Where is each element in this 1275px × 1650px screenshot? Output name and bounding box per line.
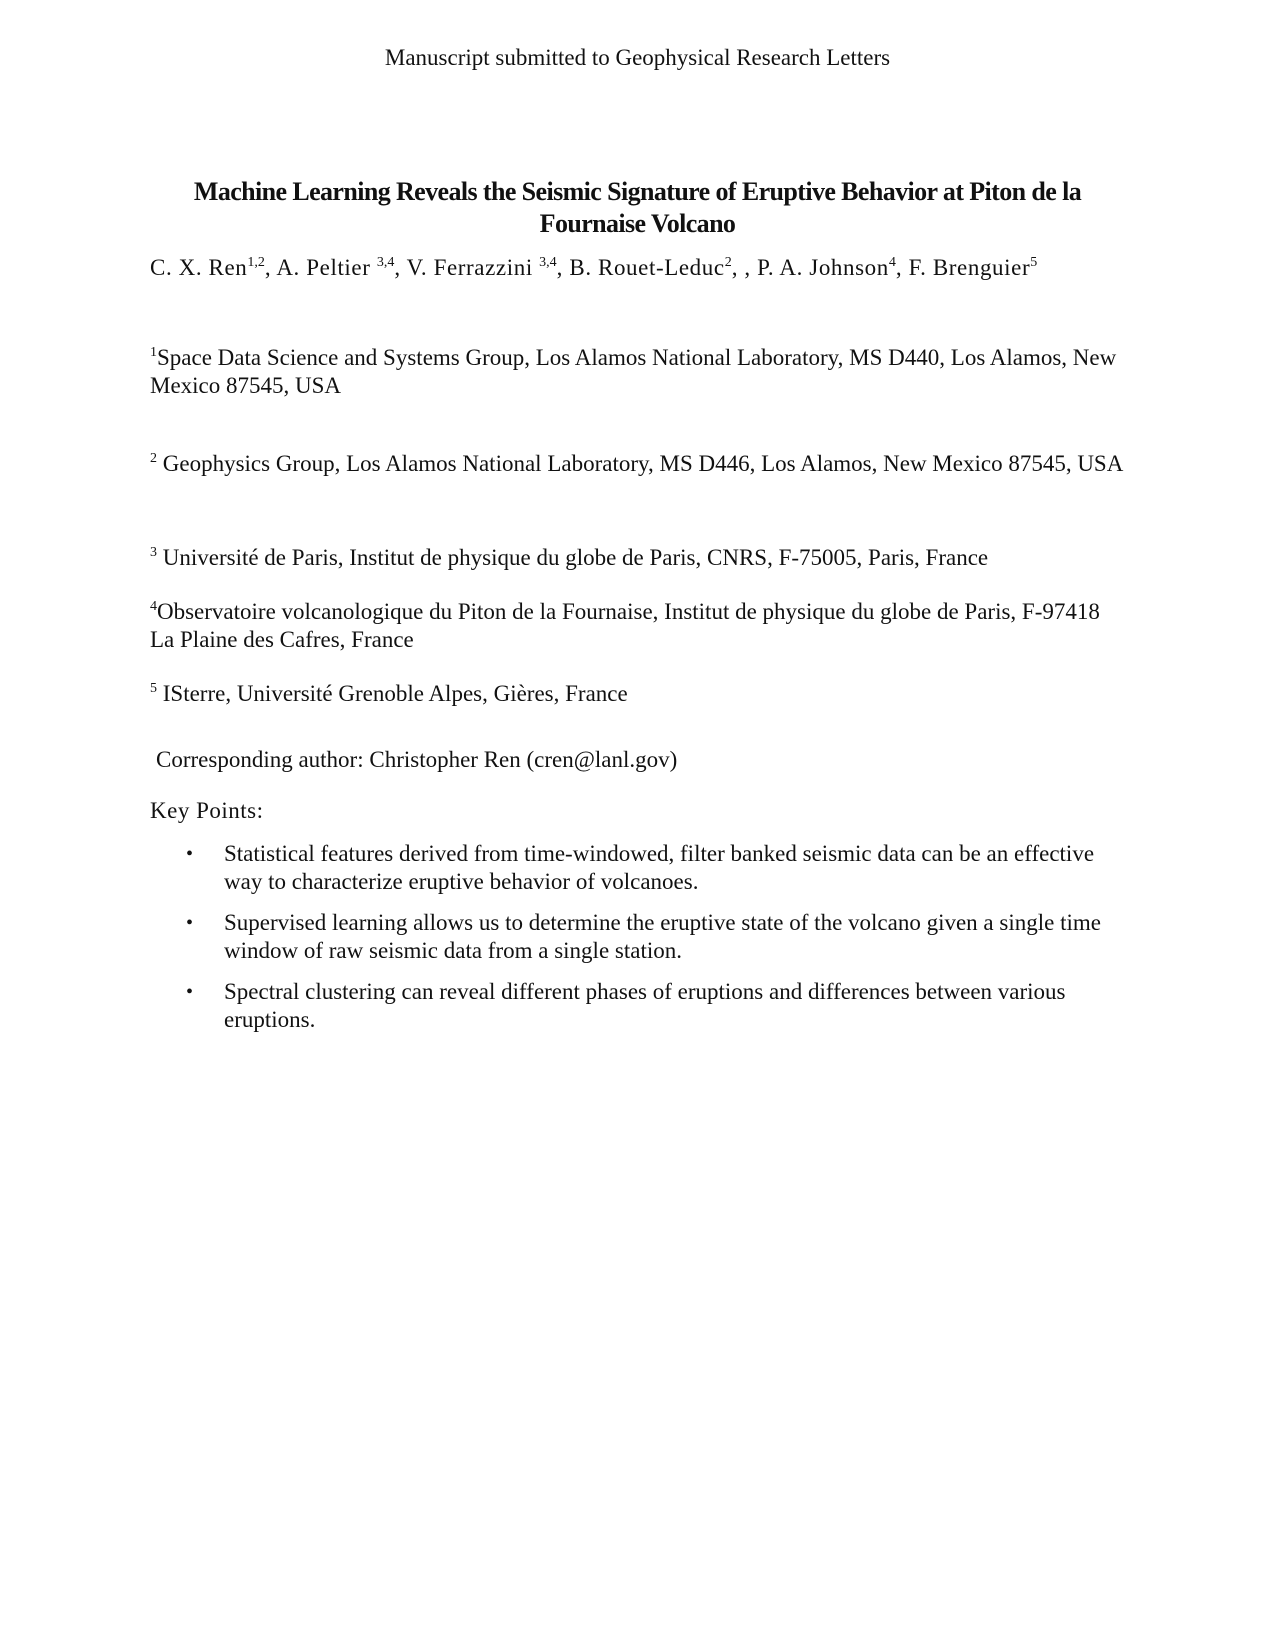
author-separator: ,	[394, 255, 407, 280]
key-point-text: Statistical features derived from time-windowed, filter banked seismic data can be an effective way to characterize eruptive behavior of volcanoes.	[224, 841, 1095, 894]
affiliation-number: 5	[150, 681, 157, 696]
author-name: V. Ferrazzini	[406, 255, 540, 280]
affiliation-1	[150, 344, 1125, 400]
affiliation-number: 4	[150, 599, 157, 614]
affiliation-number: 3	[150, 545, 157, 560]
affiliation-number: 2	[150, 451, 157, 466]
affiliation-text: Space Data Science and Systems Group, Los Alamos National Laboratory, MS D440, Los Alamos, New Mexico 87545, USA	[150, 345, 1117, 398]
author-name: A. Peltier	[276, 255, 377, 280]
affiliation-5	[150, 680, 1125, 708]
author-separator: , ,	[731, 255, 758, 280]
author-affiliation-marker: 5	[1030, 255, 1038, 270]
author-name: F. Brenguier	[908, 255, 1031, 280]
author-name: C. X. Ren	[150, 255, 248, 280]
key-points-heading: Key Points:	[150, 798, 264, 823]
author-affiliation-marker: 1,2	[247, 255, 265, 270]
key-point-text: Spectral clustering can reveal different phases of eruptions and differences between various eruptions.	[224, 979, 1066, 1032]
author-separator: ,	[264, 255, 277, 280]
bullet-icon: •	[186, 912, 194, 934]
author-name: B. Rouet-Leduc	[569, 255, 725, 280]
affiliation-text: Observatoire volcanologique du Piton de la Fournaise, Institut de physique du globe de Paris, F-97418 La Plaine des Cafres, France	[150, 599, 1100, 652]
key-point-text: Supervised learning allows us to determine the eruptive state of the volcano given a single time window of raw seismic data from a single station.	[224, 910, 1101, 963]
bullet-icon: •	[186, 981, 194, 1003]
affiliation-text: Université de Paris, Institut de physique du globe de Paris, CNRS, F-75005, Paris, France	[157, 545, 989, 570]
affiliation-4	[150, 598, 1125, 654]
affiliation-text: Geophysics Group, Los Alamos National Laboratory, MS D446, Los Alamos, New Mexico 87545, USA	[157, 451, 1124, 476]
affiliation-number: 1	[150, 345, 157, 360]
author-affiliation-marker: 2	[724, 255, 732, 270]
key-point	[150, 909, 1104, 965]
corresponding-author: Corresponding author: Christopher Ren (cren@lanl.gov)	[156, 747, 678, 772]
author-affiliation-marker: 3,4	[376, 255, 395, 270]
author-affiliation-marker: 4	[888, 255, 896, 270]
affiliation-2	[150, 450, 1125, 478]
author-name: P. A. Johnson	[757, 255, 889, 280]
author-affiliation-marker: 3,4	[539, 255, 557, 270]
affiliation-3	[150, 544, 1125, 572]
author-list	[150, 254, 1125, 282]
key-point	[150, 840, 1104, 896]
bullet-icon: •	[186, 843, 194, 865]
author-separator: ,	[556, 255, 570, 280]
affiliation-text: ISterre, Université Grenoble Alpes, Gières, France	[157, 681, 628, 706]
paper-title: Machine Learning Reveals the Seismic Signature of Eruptive Behavior at Piton de la Fournaise Volcano	[193, 177, 1082, 238]
key-points-list	[150, 840, 1125, 1047]
key-point	[150, 978, 1104, 1034]
author-separator: ,	[895, 255, 909, 280]
running-header: Manuscript submitted to Geophysical Research Letters	[384, 45, 891, 70]
